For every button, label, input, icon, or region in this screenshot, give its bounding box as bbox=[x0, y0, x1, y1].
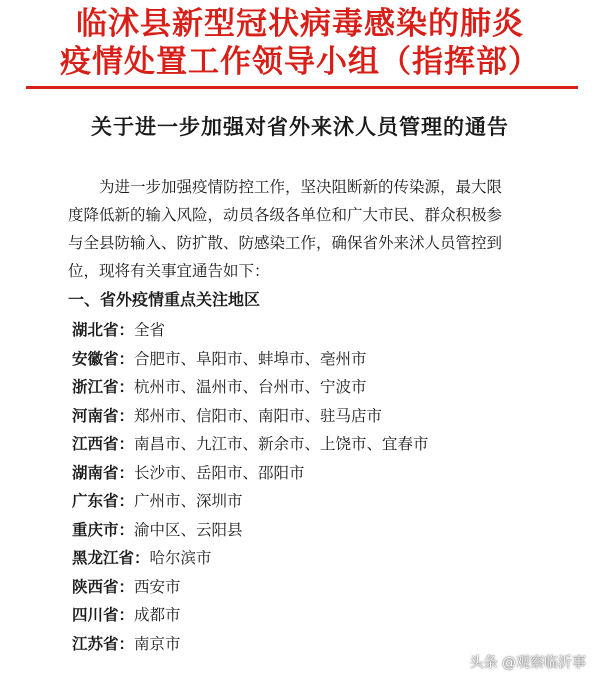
region-cities: 哈尔滨市 bbox=[149, 549, 212, 567]
region-row bbox=[72, 602, 532, 631]
region-province: 陕西省： bbox=[72, 577, 135, 596]
region-cities: 渝中区、云阳县 bbox=[134, 520, 243, 539]
intro-line: 为进一步加强疫情防控工作，坚决阻断新的传染源，最大限 bbox=[99, 178, 503, 196]
region-cities: 广州市、深圳市 bbox=[134, 492, 243, 510]
intro-paragraph bbox=[68, 173, 540, 285]
region-province: 四川省： bbox=[72, 606, 135, 624]
region-province: 浙江省： bbox=[72, 378, 135, 396]
region-list bbox=[72, 317, 532, 659]
region-cities: 杭州市、温州市、台州市、宁波市 bbox=[134, 378, 367, 396]
region-cities: 全省 bbox=[134, 321, 166, 339]
region-row bbox=[72, 574, 532, 603]
region-row bbox=[72, 317, 532, 346]
region-province: 湖北省： bbox=[72, 321, 135, 339]
section-heading: 一、省外疫情重点关注地区 bbox=[68, 290, 261, 309]
region-cities: 南昌市、九江市、新余市、上饶市、宜春市 bbox=[134, 435, 429, 453]
intro-line: 度降低新的输入风险，动员各级各单位和广大市民、群众积极参 bbox=[68, 206, 503, 224]
region-row bbox=[72, 346, 532, 375]
region-province: 江苏省： bbox=[72, 634, 135, 653]
region-row bbox=[72, 631, 532, 660]
intro-line: 位，现将有关事宜通告如下： bbox=[68, 262, 270, 280]
region-row bbox=[72, 374, 532, 403]
region-province: 湖南省： bbox=[72, 463, 135, 482]
region-cities: 长沙市、岳阳市、邵阳市 bbox=[134, 463, 305, 482]
region-row bbox=[72, 545, 532, 574]
notice-title: 关于进一步加强对省外来沭人员管理的通告 bbox=[91, 114, 509, 139]
region-cities: 西安市 bbox=[134, 577, 181, 596]
header-red-rule bbox=[26, 86, 578, 89]
source-watermark: 头条 @观察临沂事 bbox=[469, 655, 586, 671]
region-row bbox=[72, 431, 532, 460]
region-province: 黑龙江省： bbox=[72, 549, 150, 567]
region-cities: 郑州市、信阳市、南阳市、驻马店市 bbox=[134, 406, 383, 425]
region-row bbox=[72, 403, 532, 432]
region-cities: 合肥市、阜阳市、蚌埠市、亳州市 bbox=[134, 349, 367, 368]
region-province: 河南省： bbox=[72, 406, 135, 425]
region-province: 广东省： bbox=[72, 492, 135, 510]
intro-line: 与全县防输入、防扩散、防感染工作，确保省外来沭人员管控到 bbox=[68, 234, 503, 252]
header-title-line2: 疫情处置工作领导小组（指挥部） bbox=[60, 44, 540, 80]
region-province: 江西省： bbox=[72, 435, 135, 453]
region-province: 重庆市： bbox=[72, 520, 135, 539]
region-row bbox=[72, 460, 532, 489]
region-cities: 成都市 bbox=[134, 606, 181, 624]
region-cities: 南京市 bbox=[134, 634, 181, 653]
region-row bbox=[72, 517, 532, 546]
region-province: 安徽省： bbox=[72, 349, 135, 368]
region-row bbox=[72, 488, 532, 517]
header-title-line1: 临沭县新型冠状病毒感染的肺炎 bbox=[76, 6, 524, 42]
